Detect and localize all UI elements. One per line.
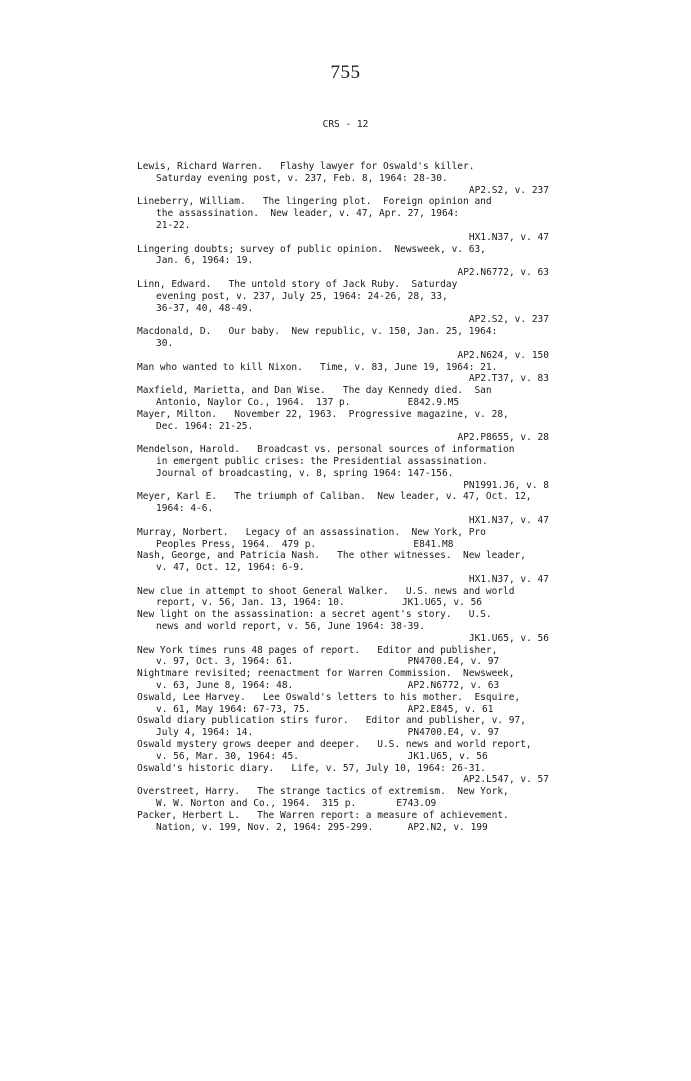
entry-first-line: Nightmare revisited; reenactment for Warren Commission. Newsweek, [137,668,515,680]
entry-continuation-line: 36-37, 40, 48-49. [156,302,254,314]
bibliography-entry [137,763,557,787]
entry-first-line: Lineberry, William. The lingering plot. Foreign opinion and [137,196,492,208]
entry-continuation-line: in emergent public crises: the Presidential assassination. [156,455,488,467]
call-number: HX1.N37, v. 47 [468,231,549,243]
entry-first-line: Macdonald, D. Our baby. New republic, v. 150, Jan. 25, 1964: [137,326,498,338]
call-number: AP2.S2, v. 237 [468,314,549,326]
bibliography-entry [137,715,557,739]
entry-continuation-line: W. W. Norton and Co., 1964. 315 p. E743.O9 [156,798,437,810]
bibliography-entry [137,279,557,326]
entry-first-line: Oswald mystery grows deeper and deeper. U.S. news and world report, [137,739,532,751]
call-number: AP2.T37, v. 83 [468,373,549,385]
entry-first-line: Oswald, Lee Harvey. Lee Oswald's letters to his mother. Esquire, [137,691,521,703]
call-number: AP2.N624, v. 150 [457,349,549,361]
entry-first-line: Oswald diary publication stirs furor. Editor and publisher, v. 97, [137,715,526,727]
entry-first-line: Packer, Herbert L. The Warren report: a measure of achievement. [137,809,509,821]
entry-continuation-line: v. 63, June 8, 1964: 48. AP2.N6772, v. 63 [156,680,500,692]
entry-first-line: Mendelson, Harold. Broadcast vs. personal sources of information [137,444,515,456]
bibliography-list [137,161,557,833]
bibliography-entry [137,668,557,692]
entry-continuation-line: 1964: 4-6. [156,503,214,515]
entry-continuation-line: 30. [156,337,174,349]
entry-continuation-line: v. 56, Mar. 30, 1964: 45. JK1.U65, v. 56 [156,750,488,762]
entry-first-line: New York times runs 48 pages of report. Editor and publisher, [137,644,498,656]
entry-first-line: Lingering doubts; survey of public opinion. Newsweek, v. 63, [137,243,486,255]
entry-continuation-line: Journal of broadcasting, v. 8, spring 1964: 147-156. [156,467,454,479]
call-number: HX1.N37, v. 47 [468,573,549,585]
bibliography-entry [137,739,557,763]
call-number: JK1.U65, v. 56 [468,632,549,644]
call-number: AP2.L547, v. 57 [463,774,549,786]
entry-continuation-line: v. 97, Oct. 3, 1964: 61. PN4700.E4, v. 97 [156,656,500,668]
entry-first-line: Mayer, Milton. November 22, 1963. Progressive magazine, v. 28, [137,408,509,420]
bibliography-entry [137,786,557,810]
bibliography-entry [137,409,557,444]
bibliography-entry [137,527,557,551]
bibliography-entry [137,244,557,279]
bibliography-entry [137,586,557,610]
entry-first-line: Overstreet, Harry. The strange tactics of extremism. New York, [137,786,509,798]
entry-continuation-line: Jan. 6, 1964: 19. [156,255,254,267]
entry-continuation-line: Dec. 1964: 21-25. [156,420,254,432]
entry-continuation-line: Saturday evening post, v. 237, Feb. 8, 1964: 28-30. [156,172,448,184]
bibliography-entry [137,385,557,409]
entry-first-line: Maxfield, Marietta, and Dan Wise. The day Kennedy died. San [137,385,492,397]
bibliography-entry [137,326,557,361]
entry-continuation-line: Peoples Press, 1964. 479 p. E841.M8 [156,538,454,550]
bibliography-entry [137,550,557,585]
call-number: HX1.N37, v. 47 [468,514,549,526]
entry-continuation-line: Antonio, Naylor Co., 1964. 137 p. E842.9.M5 [156,396,460,408]
call-number: PN1991.J6, v. 8 [463,479,549,491]
bibliography-entry [137,196,557,243]
entry-first-line: Nash, George, and Patricia Nash. The other witnesses. New leader, [137,550,526,562]
entry-continuation-line: Nation, v. 199, Nov. 2, 1964: 295-299. AP2.N2, v. 199 [156,821,488,833]
entry-first-line: Meyer, Karl E. The triumph of Caliban. New leader, v. 47, Oct. 12, [137,491,532,503]
bibliography-entry [137,692,557,716]
entry-continuation-line: the assassination. New leader, v. 47, Apr. 27, 1964: [156,208,460,220]
entry-continuation-line: 21-22. [156,219,191,231]
bibliography-entry [137,161,557,196]
bibliography-entry [137,645,557,669]
entry-continuation-line: July 4, 1964: 14. PN4700.E4, v. 97 [156,727,500,739]
entry-continuation-line: v. 61, May 1964: 67-73, 75. AP2.E845, v. 61 [156,703,494,715]
entry-first-line: Man who wanted to kill Nixon. Time, v. 83, June 19, 1964: 21. [137,361,498,373]
bibliography-entry [137,444,557,491]
bibliography-entry [137,362,557,386]
entry-continuation-line: v. 47, Oct. 12, 1964: 6-9. [156,562,305,574]
entry-continuation-line: news and world report, v. 56, June 1964: 38-39. [156,621,425,633]
entry-first-line: Murray, Norbert. Legacy of an assassination. New York, Pro [137,526,486,538]
entry-first-line: Lewis, Richard Warren. Flashy lawyer for Oswald's killer. [137,161,475,172]
entry-first-line: Oswald's historic diary. Life, v. 57, July 10, 1964: 26-31. [137,762,486,774]
entry-continuation-line: evening post, v. 237, July 25, 1964: 24-26, 28, 33, [156,290,448,302]
bibliography-entry [137,609,557,644]
entry-first-line: Linn, Edward. The untold story of Jack Ruby. Saturday [137,278,458,290]
series-code: CRS - 12 [322,119,369,130]
call-number: AP2.P8655, v. 28 [457,432,549,444]
entry-first-line: New clue in attempt to shoot General Walker. U.S. news and world [137,585,515,597]
page-number: 755 [330,62,361,83]
entry-continuation-line: report, v. 56, Jan. 13, 1964: 10. JK1.U65, v. 56 [156,597,483,609]
call-number: AP2.S2, v. 237 [468,184,549,196]
call-number: AP2.N6772, v. 63 [457,267,549,279]
bibliography-entry [137,810,557,834]
entry-first-line: New light on the assassination: a secret agent's story. U.S. [137,609,492,621]
bibliography-entry [137,491,557,526]
